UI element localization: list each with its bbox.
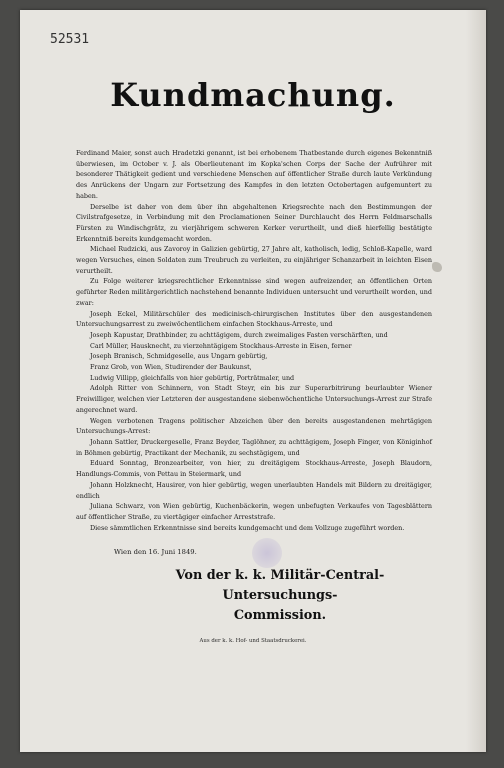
paragraph: Joseph Kapustar, Drathbinder, zu achttägigem, durch zweimaliges Fasten verschärften, und: [90, 330, 388, 339]
paragraph: Wegen verbotenen Tragens politischer Abzeichen über den bereits ausgestandenen mehrtägigen Untersuchungs-Arrest:: [76, 416, 432, 436]
signature-line: Von der k. k. Militär-Central-Untersuchungs-: [175, 568, 385, 603]
paragraph: Joseph Eckel, Militärschüler des medicinisch-chirurgischen Institutes über den ausgestandenen Untersuchungsarrest zu zweiwöchentlichem einfachen Stockhaus-Arreste, und: [76, 309, 432, 329]
paragraph: Joseph Branisch, Schmidgeselle, aus Ungarn gebürtig,: [90, 352, 268, 361]
paragraph: Carl Müller, Hausknecht, zu vierzehntägigem Stockhaus-Arreste in Eisen, ferner: [90, 341, 352, 350]
paragraph: Zu Folge weiterer kriegsrechtlicher Erkenntnisse sind wegen aufreizender, an öffentlichen Orten geführter Reden militärgerichtlich nachstehend benannte Individuen untersucht und verurtheilt worden, und zwar:: [76, 277, 432, 307]
paragraph: Juliana Schwarz, von Wien gebürtig, Kuchenbäckerin, wegen unbefugten Verkaufes von Tagesblättern auf öffentlicher Straße, zu viertägiger einfacher Arreststrafe.: [76, 502, 432, 521]
body-text: [76, 148, 432, 533]
paragraph: Johann Holzknecht, Hausirer, von hier gebürtig, wegen unerlaubten Handels mit Bildern zu dreitägiger, endlich: [76, 480, 432, 500]
paragraph: Franz Grob, von Wien, Studirender der Baukunst,: [90, 363, 252, 372]
ink-stamp: [252, 538, 282, 568]
date-line: Wien den 16. Juni 1849.: [114, 548, 197, 556]
paragraph: Michael Rudzicki, aus Zavoroy in Galizien gebürtig, 27 Jahre alt, katholisch, ledig, Schloß-Kapelle, ward wegen Versuches, einen Soldaten zum Treubruch zu verleiten, zu einjähriger Schanzarbeit in leichten Eisen verurtheilt.: [76, 245, 432, 275]
paragraph: Eduard Sonntag, Bronzearbeiter, von hier, zu dreitägigem Stockhaus-Arreste, Joseph Blaudorn, Handlungs-Commis, von Pettau in Steiermark, und: [76, 459, 432, 479]
paragraph: Ferdinand Maier, sonst auch Hradetzki genannt, ist bei erhobenem Thatbestande durch eigenes Bekenntniß überwiesen, im October v. J. als Oberlieutenant im Kopka'schen Corps der Sache der Aufrührer mit besonderer Thätigkeit gedient und verschiedene Menschen auf öffentlicher Straße durch laute Verkündung des Anrückens der Ungarn zur Fortsetzung des Kampfes in den letzten Octobertagen aufgemuntert zu haben.: [76, 149, 432, 200]
paper-damage: [432, 262, 442, 272]
printer-imprint: Aus der k. k. Hof- und Staatsdruckerei.: [199, 638, 307, 644]
document-sheet: [20, 10, 486, 752]
paragraph: Derselbe ist daher von dem über ihn abgehaltenen Kriegsrechte nach den Bestimmungen der Civilstrafgesetze, in Verbindung mit den Proclamationen Seiner Durchlaucht des Herrn Feldmarschalls Fürsten zu Windischgrätz, zu vierjährigem schweren Kerker verurtheilt, und dieß hierfellig bestätigte Erkenntniß bereits kundgemacht worden.: [76, 202, 432, 243]
paragraph: Ludwig Villipp, gleichfalls von hier gebürtig, Porträtmaler, und: [90, 373, 295, 382]
signature-block: [120, 566, 440, 626]
signature-line: Commission.: [233, 608, 327, 623]
archive-number: 52531: [50, 32, 90, 47]
document-title: Kundmachung.: [110, 76, 396, 114]
paragraph: Adolph Ritter von Schinnern, von Stadt Steyr, ein bis zur Superarbitrirung beurlaubter Wiener Freiwilliger, welchen vier Letzteren der ausgestandene siebenwöchentliche Untersuchungs-Arrest zur Strafe angerechnet ward.: [76, 384, 432, 414]
paragraph: Diese sämmtlichen Erkenntnisse sind bereits kundgemacht und dem Vollzuge zugeführt worden.: [90, 523, 405, 532]
paragraph: Johann Sattler, Druckergeselle, Franz Beyder, Taglöhner, zu achttägigem, Joseph Finger, von Königinhof in Böhmen gebürtig, Practikant der Mechanik, zu sechstägigem, und: [76, 437, 432, 457]
